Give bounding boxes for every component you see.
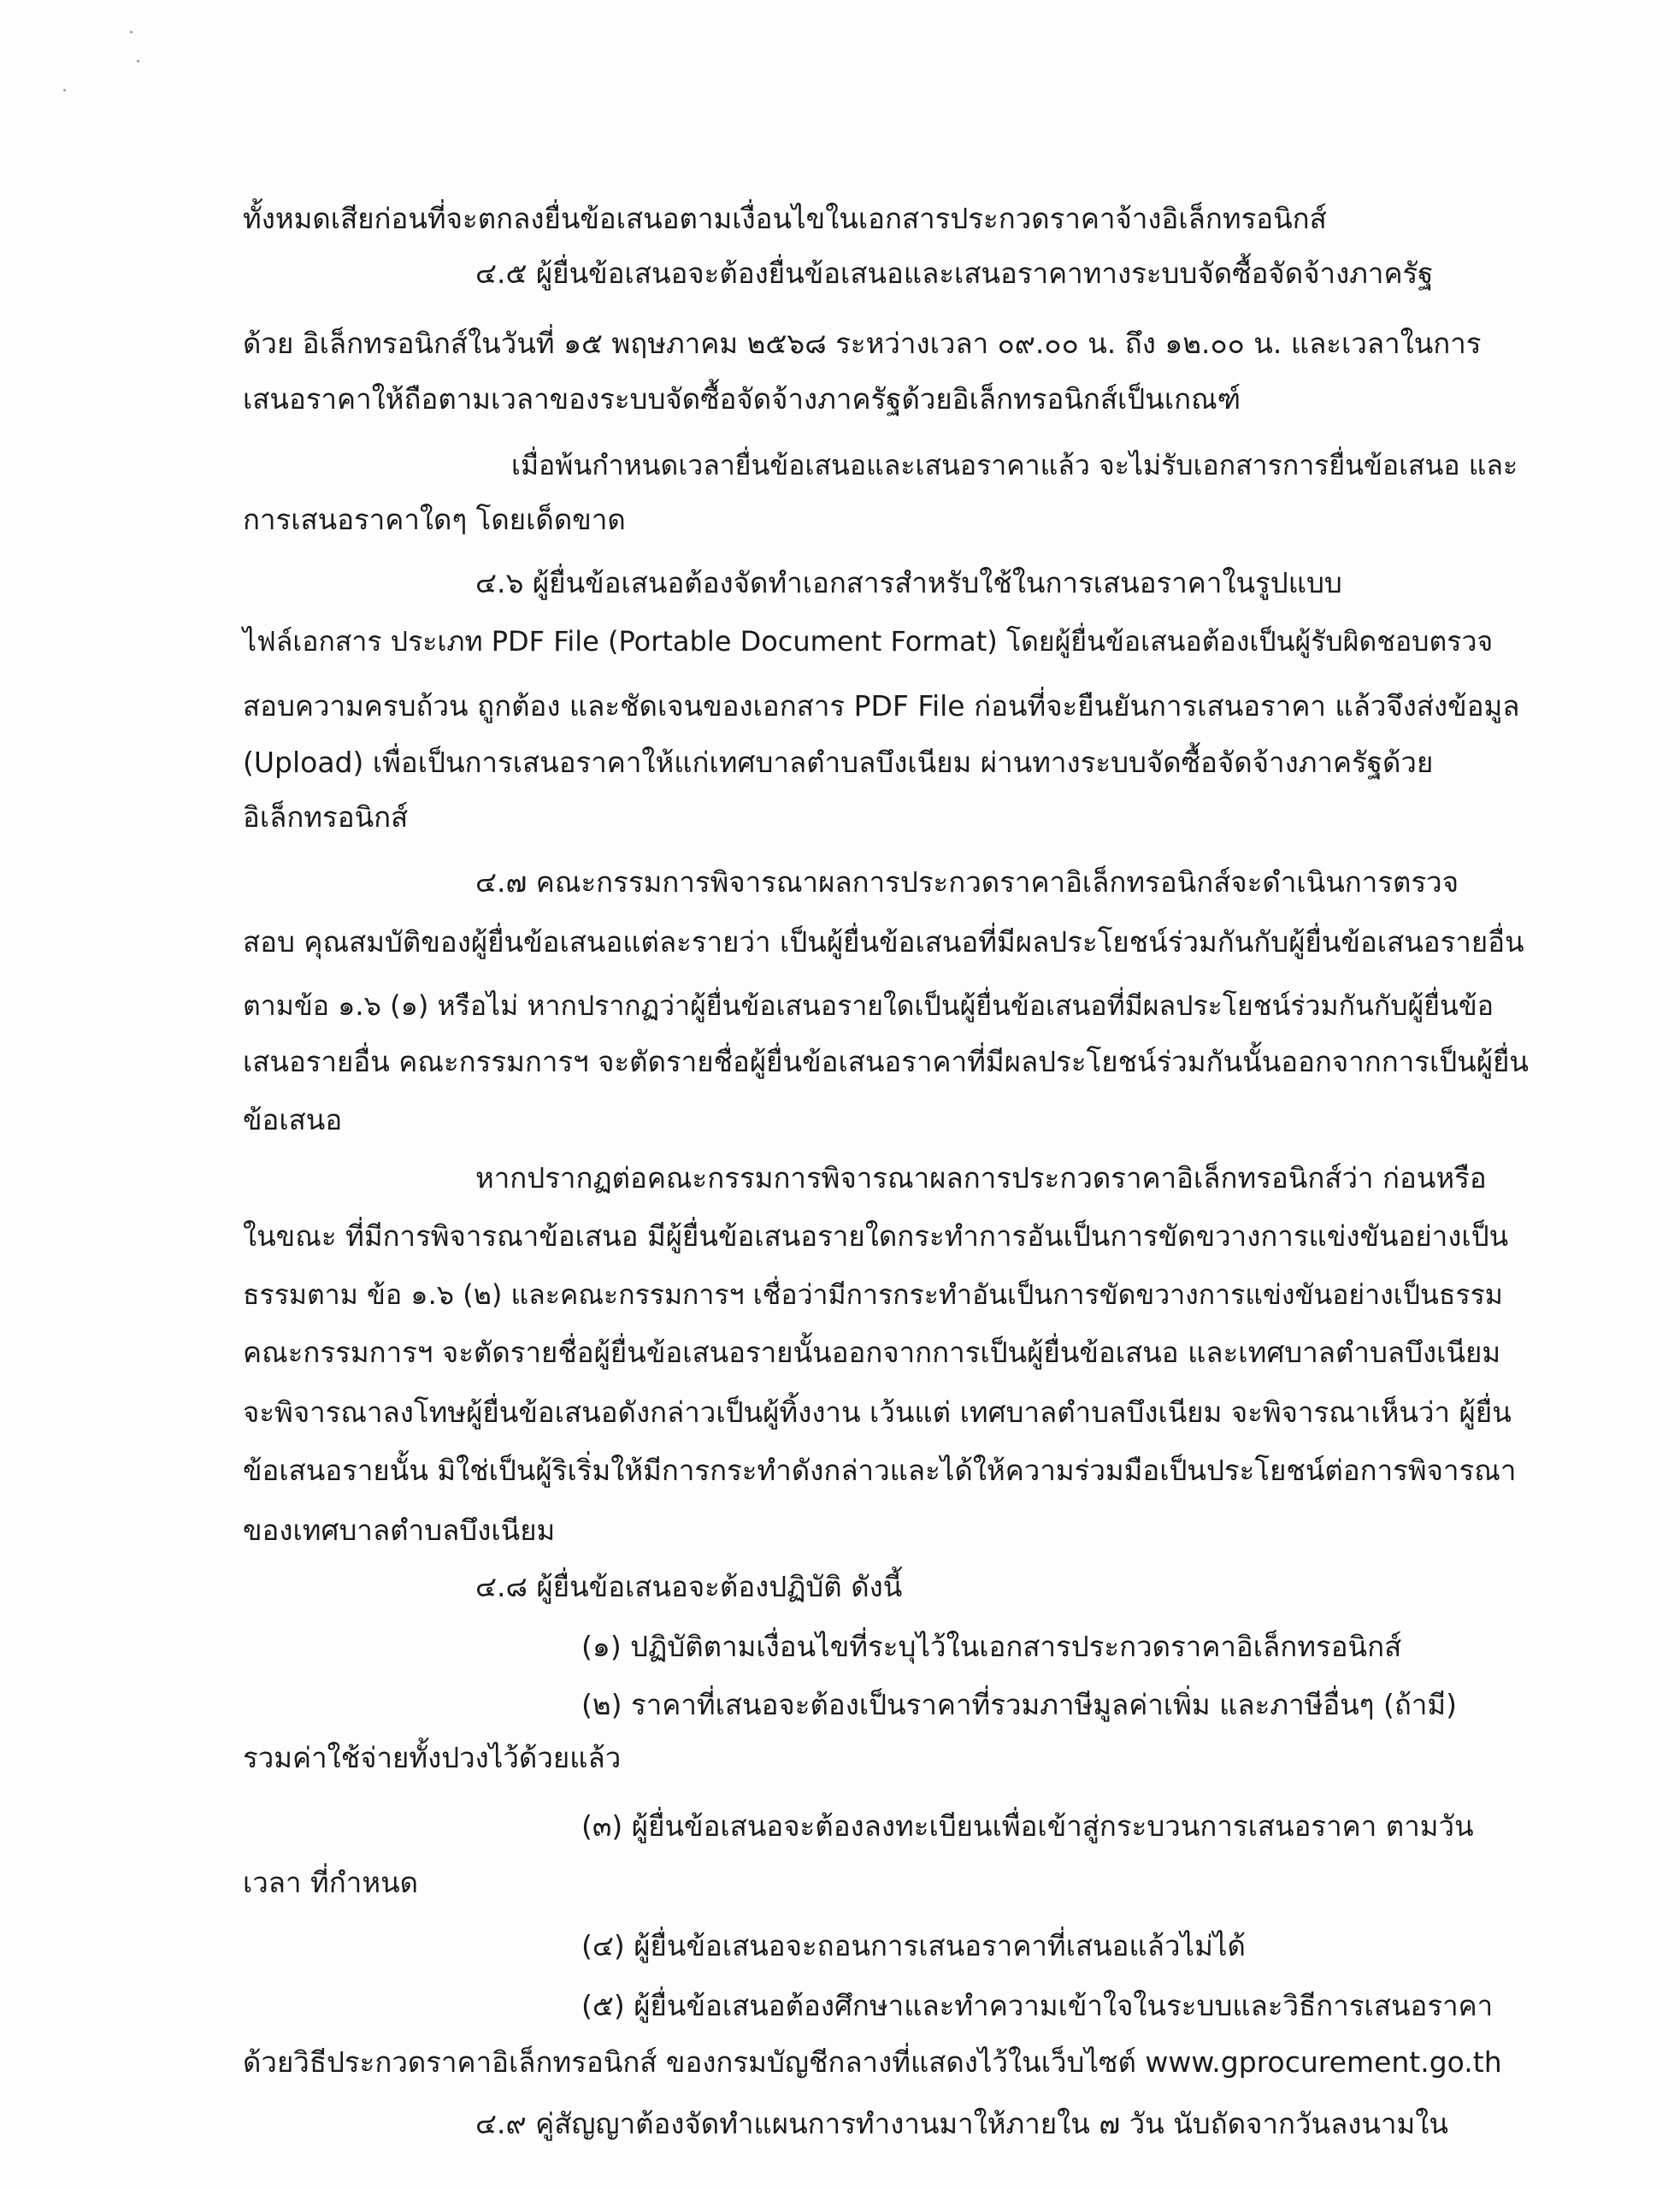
text-line: ๔.๖ ผู้ยื่นข้อเสนอต้องจัดทำเอกสารสำหรับใช้ในการเสนอราคาในรูปแบบ	[475, 566, 1342, 599]
text-line: ๔.๘ ผู้ยื่นข้อเสนอจะต้องปฏิบัติ ดังนี้	[475, 1570, 903, 1603]
text-line: (๓) ผู้ยื่นข้อเสนอจะต้องลงทะเบียนเพื่อเข้าสู่กระบวนการเสนอราคา ตามวัน	[581, 1809, 1474, 1843]
text-line: หากปรากฏต่อคณะกรรมการพิจารณาผลการประกวดราคาอิเล็กทรอนิกส์ว่า ก่อนหรือ	[475, 1161, 1487, 1195]
text-line: (๒) ราคาที่เสนอจะต้องเป็นราคาที่รวมภาษีมูลค่าเพิ่ม และภาษีอื่นๆ (ถ้ามี)	[581, 1688, 1457, 1721]
text-line: ตามข้อ ๑.๖ (๑) หรือไม่ หากปรากฏว่าผู้ยื่นข้อเสนอรายใดเป็นผู้ยื่นข้อเสนอที่มีผลประโยชน์ร่วมกันกับผู้ยื่นข้อ	[243, 989, 1494, 1022]
text-line: จะพิจารณาลงโทษผู้ยื่นข้อเสนอดังกล่าวเป็นผู้ทิ้งงาน เว้นแต่ เทศบาลตำบลบึงเนียม จะพิจารณาเห็นว่า ผู้ยื่น	[243, 1395, 1512, 1429]
scan-speck	[63, 89, 66, 91]
text-line: ๔.๗ คณะกรรมการพิจารณาผลการประกวดราคาอิเล็กทรอนิกส์จะดำเนินการตรวจ	[475, 865, 1459, 899]
text-line: (๔) ผู้ยื่นข้อเสนอจะถอนการเสนอราคาที่เสนอแล้วไม่ได้	[581, 1929, 1246, 1962]
scan-speck	[130, 31, 133, 33]
text-line: ข้อเสนอ	[243, 1103, 343, 1136]
text-line: รวมค่าใช้จ่ายทั้งปวงไว้ด้วยแล้ว	[243, 1741, 622, 1774]
text-line: ในขณะ ที่มีการพิจารณาข้อเสนอ มีผู้ยื่นข้อเสนอรายใดกระทำการอันเป็นการขัดขวางการแข่งขันอย่างเป็น	[243, 1219, 1509, 1253]
text-line: (๕) ผู้ยื่นข้อเสนอต้องศึกษาและทำความเข้าใจในระบบและวิธีการเสนอราคา	[581, 1989, 1494, 2022]
text-line: สอบความครบถ้วน ถูกต้อง และชัดเจนของเอกสาร PDF File ก่อนที่จะยืนยันการเสนอราคา แล้วจึงส่งข้อมูล	[243, 689, 1520, 723]
text-line: คณะกรรมการฯ จะตัดรายชื่อผู้ยื่นข้อเสนอรายนั้นออกจากการเป็นผู้ยื่นข้อเสนอ และเทศบาลตำบลบึงเนียม	[243, 1336, 1501, 1369]
text-line: เสนอราคาให้ถือตามเวลาของระบบจัดซื้อจัดจ้างภาครัฐด้วยอิเล็กทรอนิกส์เป็นเกณฑ์	[243, 382, 1241, 416]
text-line: ทั้งหมดเสียก่อนที่จะตกลงยื่นข้อเสนอตามเงื่อนไขในเอกสารประกวดราคาจ้างอิเล็กทรอนิกส์	[243, 202, 1327, 235]
text-line: ธรรมตาม ข้อ ๑.๖ (๒) และคณะกรรมการฯ เชื่อว่ามีการกระทำอันเป็นการขัดขวางการแข่งขันอย่างเป็นธรรม	[243, 1278, 1503, 1311]
text-line: ด้วย อิเล็กทรอนิกส์ในวันที่ ๑๕ พฤษภาคม ๒๕๖๘ ระหว่างเวลา ๐๙.๐๐ น. ถึง ๑๒.๐๐ น. และเวลาในการ	[243, 327, 1482, 360]
text-line: อิเล็กทรอนิกส์	[243, 800, 409, 834]
scan-speck	[137, 60, 139, 62]
text-line: สอบ คุณสมบัติของผู้ยื่นข้อเสนอแต่ละรายว่า เป็นผู้ยื่นข้อเสนอที่มีผลประโยชน์ร่วมกันกับผู้ยื่นข้อเสนอรายอื่น	[243, 925, 1524, 959]
text-line: เมื่อพ้นกำหนดเวลายื่นข้อเสนอและเสนอราคาแล้ว จะไม่รับเอกสารการยื่นข้อเสนอ และ	[511, 449, 1518, 481]
text-line: ของเทศบาลตำบลบึงเนียม	[243, 1513, 556, 1547]
text-line: ด้วยวิธีประกวดราคาอิเล็กทรอนิกส์ ของกรมบัญชีกลางที่แสดงไว้ในเว็บไซต์ www.gprocurement.go.th	[243, 2045, 1502, 2079]
text-line: (๑) ปฏิบัติตามเงื่อนไขที่ระบุไว้ในเอกสารประกวดราคาอิเล็กทรอนิกส์	[581, 1630, 1402, 1663]
text-line: การเสนอราคาใดๆ โดยเด็ดขาด	[243, 503, 626, 536]
text-line: ไฟล์เอกสาร ประเภท PDF File (Portable Document Format) โดยผู้ยื่นข้อเสนอต้องเป็นผู้รับผิดชอบตรวจ	[243, 625, 1494, 658]
text-line: ๔.๕ ผู้ยื่นข้อเสนอจะต้องยื่นข้อเสนอและเสนอราคาทางระบบจัดซื้อจัดจ้างภาครัฐ	[475, 257, 1434, 290]
text-line: เสนอรายอื่น คณะกรรมการฯ จะตัดรายชื่อผู้ยื่นข้อเสนอราคาที่มีผลประโยชน์ร่วมกันนั้นออกจากการเป็นผู้ยื่น	[243, 1045, 1529, 1078]
text-line: ๔.๙ คู่สัญญาต้องจัดทำแผนการทำงานมาให้ภายใน ๗ วัน นับถัดจากวันลงนามใน	[475, 2107, 1448, 2140]
text-line: ข้อเสนอรายนั้น มิใช่เป็นผู้ริเริ่มให้มีการกระทำดังกล่าวและได้ให้ความร่วมมือเป็นประโยชน์ต่อการพิจารณา	[243, 1454, 1517, 1487]
text-line: (Upload) เพื่อเป็นการเสนอราคาให้แก่เทศบาลตำบลบึงเนียม ผ่านทางระบบจัดซื้อจัดจ้างภาครัฐด้วย	[243, 746, 1434, 779]
text-line: เวลา ที่กำหนด	[243, 1866, 419, 1899]
